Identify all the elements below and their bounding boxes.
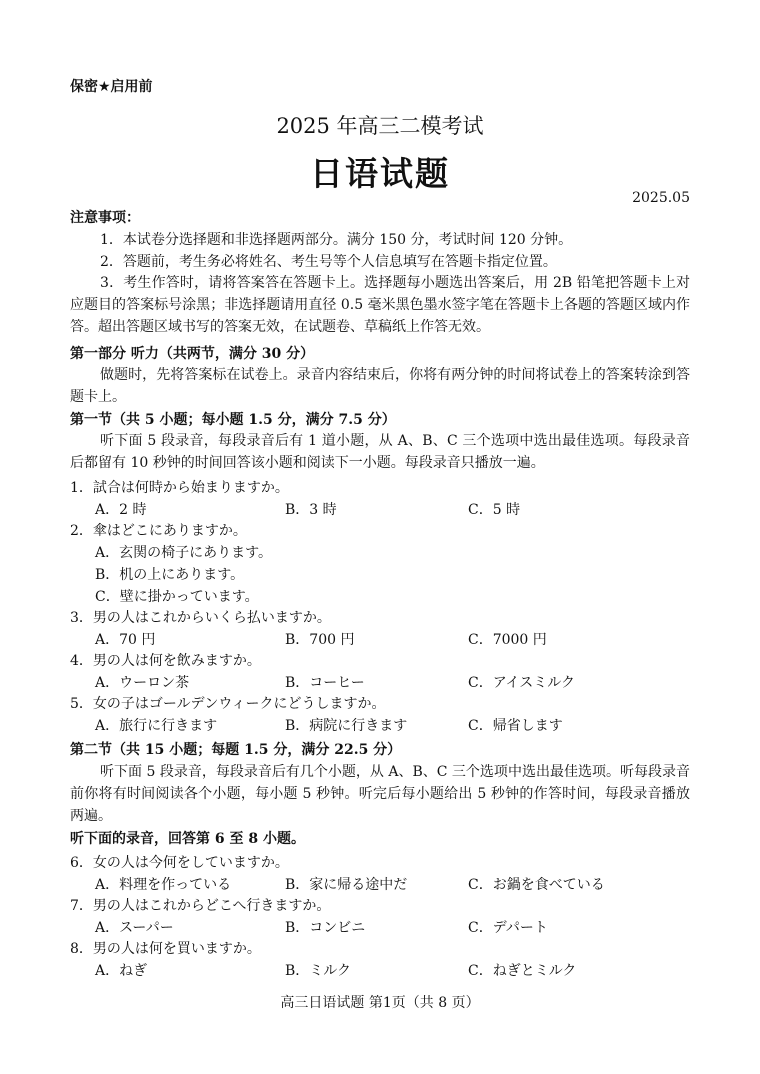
option-4c: C．アイスミルク bbox=[468, 675, 576, 691]
option-1c: C．5 時 bbox=[468, 502, 521, 518]
notice-item-2: 2．答题前，考生务必将姓名、考生号等个人信息填写在答题卡指定位置。 bbox=[100, 254, 557, 270]
option-2b: B．机の上にあります。 bbox=[95, 567, 245, 583]
option-6c: C．お鍋を食べている bbox=[468, 877, 605, 893]
option-8c: C．ねぎとミルク bbox=[468, 963, 577, 979]
option-1a: A．2 時 bbox=[95, 502, 147, 518]
part1-intro: 做题时，先将答案标在试卷上。录音内容结束后，你将有两分钟的时间将试卷上的答案转涂到答题卡上。 bbox=[70, 367, 690, 405]
section2-subheading: 听下面的录音，回答第 6 至 8 小题。 bbox=[70, 831, 305, 847]
question-8: 8．男の人は何を買いますか。 bbox=[70, 941, 261, 957]
option-3a: A．70 円 bbox=[95, 632, 156, 648]
section2-heading: 第二节（共 15 小题；每题 1.5 分，满分 22.5 分） bbox=[70, 742, 402, 758]
option-3b: B．700 円 bbox=[285, 632, 355, 648]
option-4b: B．コーヒー bbox=[285, 675, 365, 691]
option-8b: B．ミルク bbox=[285, 963, 352, 979]
exam-title: 2025 年高三二模考试 bbox=[276, 114, 484, 138]
option-2c: C．壁に掛かっています。 bbox=[95, 589, 259, 605]
section1-intro: 听下面 5 段录音，每段录音后有 1 道小题，从 A、B、C 三个选项中选出最佳选项。每段录音后都留有 10 秒钟的时间回答该小题和阅读下一小题。每段录音只播放一遍。 bbox=[70, 433, 690, 471]
option-7b: B．コンビニ bbox=[285, 920, 366, 936]
option-6b: B．家に帰る途中だ bbox=[285, 877, 408, 893]
question-3: 3．男の人はこれからいくら払いますか。 bbox=[70, 610, 331, 626]
option-5c: C．帰省します bbox=[468, 718, 563, 734]
option-2a: A．玄関の椅子にあります。 bbox=[95, 545, 272, 561]
page-footer: 高三日语试题 第1页（共 8 页） bbox=[280, 995, 480, 1011]
confidential-label: 保密★启用前 bbox=[70, 79, 153, 95]
section2-intro: 听下面 5 段录音，每段录音后有几个小题，从 A、B、C 三个选项中选出最佳选项。听每段录音前你将有时间阅读各个小题，每小题 5 秒钟。听完后每小题给出 5 秒钟的作答时间，每段录音播放两遍。 bbox=[70, 764, 690, 824]
question-2: 2．傘はどこにありますか。 bbox=[70, 523, 247, 539]
option-6a: A．料理を作っている bbox=[95, 877, 232, 893]
notice-heading: 注意事项： bbox=[70, 210, 140, 226]
option-1b: B．3 時 bbox=[285, 502, 337, 518]
subject-title: 日语试题 bbox=[310, 154, 450, 193]
option-5b: B．病院に行きます bbox=[285, 718, 408, 734]
option-5a: A．旅行に行きます bbox=[95, 718, 218, 734]
section1-heading: 第一节（共 5 小题；每小题 1.5 分，满分 7.5 分） bbox=[70, 412, 396, 428]
notice-item-1: 1．本试卷分选择题和非选择题两部分。满分 150 分，考试时间 120 分钟。 bbox=[100, 232, 573, 248]
question-5: 5．女の子はゴールデンウィークにどうしますか。 bbox=[70, 696, 386, 712]
part1-heading: 第一部分 听力（共两节，满分 30 分） bbox=[70, 346, 315, 362]
notice-item-3: 3．考生作答时，请将答案答在答题卡上。选择题每小题选出答案后，用 2B 铅笔把答题卡上对应题目的答案标号涂黑；非选择题请用直径 0.5 毫米黑色墨水签字笔在答题卡上各题的答题区域内作答。超出答题区域书写的答案无效，在试题卷、草稿纸上作答无效。 bbox=[70, 275, 690, 335]
question-1: 1．試合は何時から始まりますか。 bbox=[70, 480, 289, 496]
option-7c: C．デパート bbox=[468, 920, 548, 936]
question-6: 6．女の人は今何をしていますか。 bbox=[70, 855, 289, 871]
option-8a: A．ねぎ bbox=[95, 963, 148, 979]
option-7a: A．スーパー bbox=[95, 920, 174, 936]
question-4: 4．男の人は何を飲みますか。 bbox=[70, 653, 261, 669]
option-4a: A．ウーロン茶 bbox=[95, 675, 190, 691]
exam-date: 2025.05 bbox=[632, 190, 690, 206]
option-3c: C．7000 円 bbox=[468, 632, 547, 648]
question-7: 7．男の人はこれからどこへ行きますか。 bbox=[70, 898, 331, 914]
